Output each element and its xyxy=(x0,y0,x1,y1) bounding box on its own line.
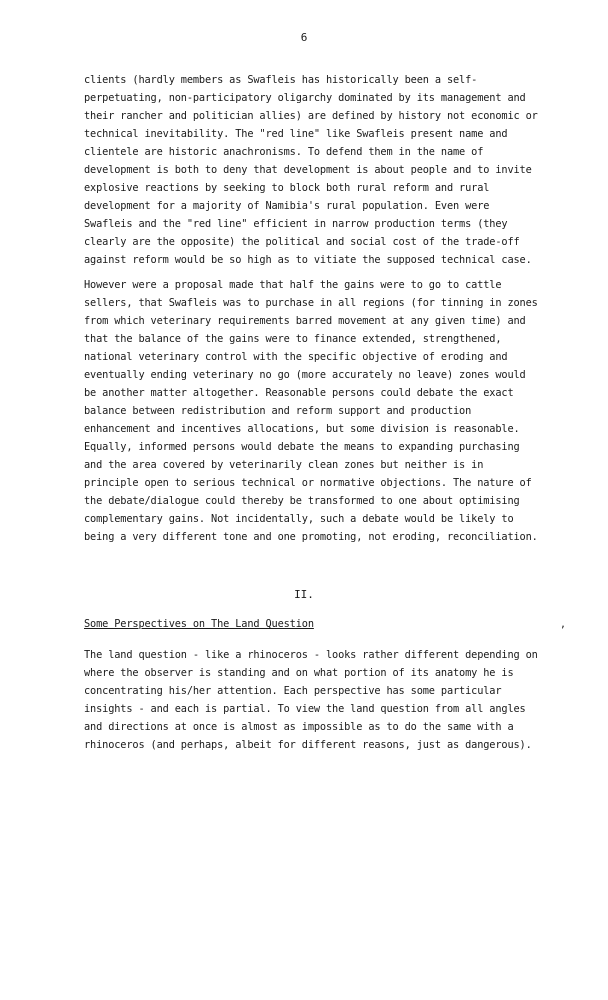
paragraph-land-question xyxy=(84,646,544,754)
text-line: complementary gains. Not incidentally, such a debate would be likely to xyxy=(84,513,514,525)
text-line: clientele are historic anachronisms. To defend them in the name of xyxy=(84,146,484,158)
text-line: rhinoceros (and perhaps, albeit for different reasons, just as dangerous). xyxy=(84,739,532,751)
section-heading: Some Perspectives on The Land Question xyxy=(84,618,314,630)
text-line: the debate/dialogue could thereby be transformed to one about optimising xyxy=(84,495,520,507)
text-line: and directions at once is almost as impossible as to do the same with a xyxy=(84,721,514,733)
text-line: that the balance of the gains were to finance extended, strengthened, xyxy=(84,333,502,345)
text-line: national veterinary control with the specific objective of eroding and xyxy=(84,351,508,363)
text-line: explosive reactions by seeking to block both rural reform and rural xyxy=(84,182,490,194)
text-line: Equally, informed persons would debate the means to expanding purchasing xyxy=(84,441,520,453)
text-line: clients (hardly members as Swafleis has historically been a self- xyxy=(84,74,478,86)
text-line: be another matter altogether. Reasonable persons could debate the exact xyxy=(84,387,514,399)
text-line: balance between redistribution and reform support and production xyxy=(84,405,472,417)
text-line: clearly are the opposite) the political and social cost of the trade-off xyxy=(84,236,520,248)
section-number: II. xyxy=(294,588,314,601)
text-line: principle open to serious technical or normative objections. The nature of xyxy=(84,477,532,489)
text-line: sellers, that Swafleis was to purchase in all regions (for tinning in zones xyxy=(84,297,538,309)
text-line: and the area covered by veterinarily clean zones but neither is in xyxy=(84,459,484,471)
paragraph-swafleis-clients xyxy=(84,71,544,269)
text-line: from which veterinary requirements barred movement at any given time) and xyxy=(84,315,526,327)
text-line: being a very different tone and one promoting, not eroding, reconciliation. xyxy=(84,531,538,543)
text-line: against reform would be so high as to vitiate the supposed technical case. xyxy=(84,254,532,266)
text-line: Swafleis and the "red line" efficient in narrow production terms (they xyxy=(84,218,508,230)
text-line: perpetuating, non-participatory oligarchy dominated by its management and xyxy=(84,92,526,104)
text-line: enhancement and incentives allocations, but some division is reasonable. xyxy=(84,423,520,435)
text-line: development is both to deny that development is about people and to invite xyxy=(84,164,532,176)
text-line: insights - and each is partial. To view the land question from all angles xyxy=(84,703,526,715)
page-number: 6 xyxy=(300,31,308,44)
stray-mark: , xyxy=(560,619,567,630)
text-line: development for a majority of Namibia's rural population. Even were xyxy=(84,200,490,212)
text-line: technical inevitability. The "red line" like Swafleis present name and xyxy=(84,128,508,140)
text-line: concentrating his/her attention. Each perspective has some particular xyxy=(84,685,502,697)
text-line: eventually ending veterinary no go (more accurately no leave) zones would xyxy=(84,369,526,381)
paragraph-proposal xyxy=(84,276,544,546)
text-line: where the observer is standing and on what portion of its anatomy he is xyxy=(84,667,514,679)
text-line: The land question - like a rhinoceros - looks rather different depending on xyxy=(84,649,538,661)
text-line: However were a proposal made that half the gains were to go to cattle xyxy=(84,279,502,291)
text-line: their rancher and politician allies) are defined by history not economic or xyxy=(84,110,538,122)
